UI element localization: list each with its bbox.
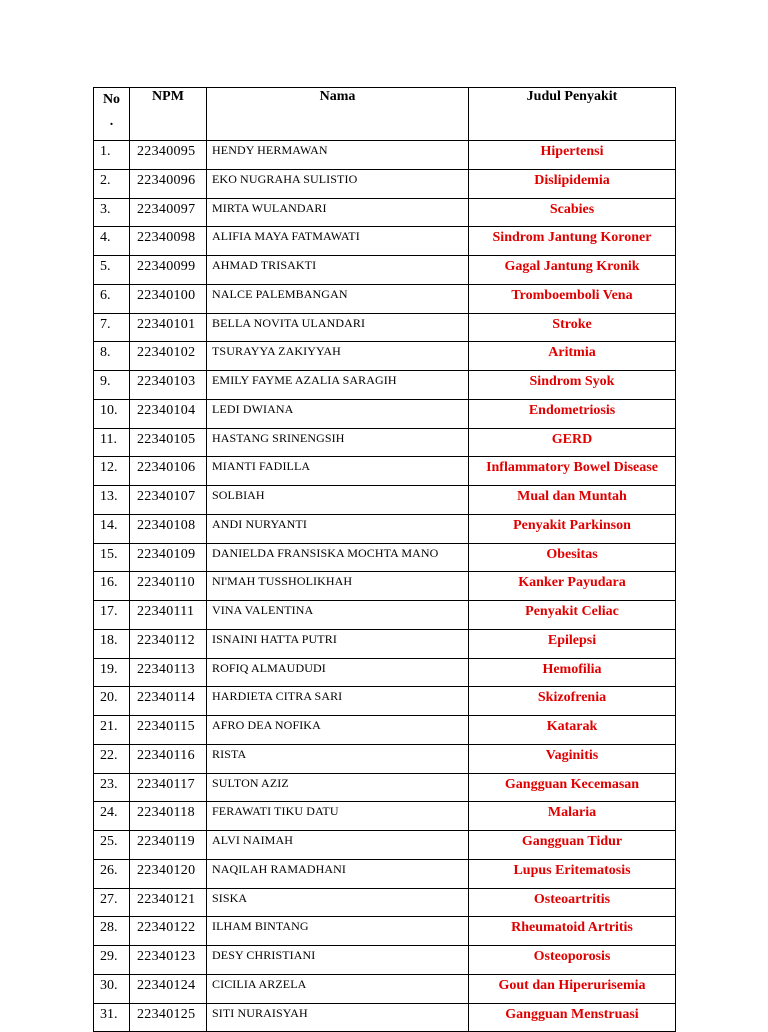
row-npm: 22340100 bbox=[130, 284, 207, 313]
row-nama: AFRO DEA NOFIKA bbox=[207, 716, 469, 745]
row-judul-penyakit: Katarak bbox=[469, 716, 676, 745]
row-nama: EMILY FAYME AZALIA SARAGIH bbox=[207, 371, 469, 400]
row-npm: 22340114 bbox=[130, 687, 207, 716]
student-disease-table bbox=[93, 87, 676, 1032]
row-npm: 22340113 bbox=[130, 658, 207, 687]
row-judul-penyakit: Sindrom Syok bbox=[469, 371, 676, 400]
table-row bbox=[94, 141, 676, 170]
row-number: 29. bbox=[94, 946, 130, 975]
row-number: 20. bbox=[94, 687, 130, 716]
table-row bbox=[94, 256, 676, 285]
row-nama: DESY CHRISTIANI bbox=[207, 946, 469, 975]
row-nama: NI'MAH TUSSHOLIKHAH bbox=[207, 572, 469, 601]
table-row bbox=[94, 859, 676, 888]
table-row bbox=[94, 457, 676, 486]
row-number: 1. bbox=[94, 141, 130, 170]
row-nama: ROFIQ ALMAUDUDI bbox=[207, 658, 469, 687]
table-body bbox=[94, 141, 676, 1032]
table-row bbox=[94, 629, 676, 658]
table-row bbox=[94, 572, 676, 601]
row-nama: BELLA NOVITA ULANDARI bbox=[207, 313, 469, 342]
row-nama: RISTA bbox=[207, 744, 469, 773]
table-row bbox=[94, 744, 676, 773]
row-nama: NAQILAH RAMADHANI bbox=[207, 859, 469, 888]
row-npm: 22340104 bbox=[130, 399, 207, 428]
table-row bbox=[94, 227, 676, 256]
table-row bbox=[94, 716, 676, 745]
row-nama: SISKA bbox=[207, 888, 469, 917]
row-nama: ALVI NAIMAH bbox=[207, 831, 469, 860]
row-nama: EKO NUGRAHA SULISTIO bbox=[207, 169, 469, 198]
row-number: 14. bbox=[94, 514, 130, 543]
row-nama: ILHAM BINTANG bbox=[207, 917, 469, 946]
row-npm: 22340096 bbox=[130, 169, 207, 198]
row-judul-penyakit: Hemofilia bbox=[469, 658, 676, 687]
row-number: 4. bbox=[94, 227, 130, 256]
row-npm: 22340119 bbox=[130, 831, 207, 860]
row-npm: 22340117 bbox=[130, 773, 207, 802]
row-judul-penyakit: Dislipidemia bbox=[469, 169, 676, 198]
table-row bbox=[94, 313, 676, 342]
row-judul-penyakit: Gagal Jantung Kronik bbox=[469, 256, 676, 285]
row-judul-penyakit: Gangguan Kecemasan bbox=[469, 773, 676, 802]
row-judul-penyakit: Malaria bbox=[469, 802, 676, 831]
row-nama: CICILIA ARZELA bbox=[207, 974, 469, 1003]
table-row bbox=[94, 831, 676, 860]
row-number: 7. bbox=[94, 313, 130, 342]
row-npm: 22340095 bbox=[130, 141, 207, 170]
row-number: 5. bbox=[94, 256, 130, 285]
table-header-row bbox=[94, 88, 676, 141]
row-judul-penyakit: GERD bbox=[469, 428, 676, 457]
header-npm: NPM bbox=[130, 88, 207, 141]
row-nama: ALIFIA MAYA FATMAWATI bbox=[207, 227, 469, 256]
table-row bbox=[94, 974, 676, 1003]
table-row bbox=[94, 198, 676, 227]
table-row bbox=[94, 658, 676, 687]
row-nama: HASTANG SRINENGSIH bbox=[207, 428, 469, 457]
row-number: 26. bbox=[94, 859, 130, 888]
row-number: 12. bbox=[94, 457, 130, 486]
row-npm: 22340102 bbox=[130, 342, 207, 371]
row-npm: 22340118 bbox=[130, 802, 207, 831]
row-number: 17. bbox=[94, 601, 130, 630]
table-row bbox=[94, 802, 676, 831]
row-judul-penyakit: Mual dan Muntah bbox=[469, 486, 676, 515]
row-number: 2. bbox=[94, 169, 130, 198]
row-nama: SITI NURAISYAH bbox=[207, 1003, 469, 1032]
table-row bbox=[94, 946, 676, 975]
row-npm: 22340110 bbox=[130, 572, 207, 601]
row-npm: 22340103 bbox=[130, 371, 207, 400]
row-judul-penyakit: Hipertensi bbox=[469, 141, 676, 170]
row-judul-penyakit: Vaginitis bbox=[469, 744, 676, 773]
row-number: 24. bbox=[94, 802, 130, 831]
header-nama: Nama bbox=[207, 88, 469, 141]
row-judul-penyakit: Penyakit Parkinson bbox=[469, 514, 676, 543]
row-number: 9. bbox=[94, 371, 130, 400]
row-npm: 22340101 bbox=[130, 313, 207, 342]
row-npm: 22340116 bbox=[130, 744, 207, 773]
row-number: 27. bbox=[94, 888, 130, 917]
row-npm: 22340122 bbox=[130, 917, 207, 946]
table-row bbox=[94, 486, 676, 515]
table-row bbox=[94, 342, 676, 371]
row-npm: 22340099 bbox=[130, 256, 207, 285]
header-no bbox=[94, 88, 130, 141]
table-row bbox=[94, 601, 676, 630]
table-row bbox=[94, 888, 676, 917]
row-judul-penyakit: Scabies bbox=[469, 198, 676, 227]
row-nama: TSURAYYA ZAKIYYAH bbox=[207, 342, 469, 371]
row-npm: 22340115 bbox=[130, 716, 207, 745]
row-nama: MIANTI FADILLA bbox=[207, 457, 469, 486]
table-row bbox=[94, 514, 676, 543]
row-number: 11. bbox=[94, 428, 130, 457]
row-npm: 22340124 bbox=[130, 974, 207, 1003]
row-nama: HENDY HERMAWAN bbox=[207, 141, 469, 170]
row-judul-penyakit: Osteoporosis bbox=[469, 946, 676, 975]
row-npm: 22340107 bbox=[130, 486, 207, 515]
row-judul-penyakit: Gangguan Menstruasi bbox=[469, 1003, 676, 1032]
row-nama: MIRTA WULANDARI bbox=[207, 198, 469, 227]
table-row bbox=[94, 169, 676, 198]
row-number: 8. bbox=[94, 342, 130, 371]
row-number: 23. bbox=[94, 773, 130, 802]
row-npm: 22340105 bbox=[130, 428, 207, 457]
row-npm: 22340108 bbox=[130, 514, 207, 543]
row-judul-penyakit: Lupus Eritematosis bbox=[469, 859, 676, 888]
row-judul-penyakit: Skizofrenia bbox=[469, 687, 676, 716]
row-npm: 22340125 bbox=[130, 1003, 207, 1032]
row-nama: SOLBIAH bbox=[207, 486, 469, 515]
row-judul-penyakit: Inflammatory Bowel Disease bbox=[469, 457, 676, 486]
row-npm: 22340097 bbox=[130, 198, 207, 227]
row-number: 6. bbox=[94, 284, 130, 313]
row-number: 28. bbox=[94, 917, 130, 946]
row-judul-penyakit: Sindrom Jantung Koroner bbox=[469, 227, 676, 256]
row-number: 22. bbox=[94, 744, 130, 773]
row-npm: 22340121 bbox=[130, 888, 207, 917]
row-number: 18. bbox=[94, 629, 130, 658]
table-row bbox=[94, 917, 676, 946]
row-nama: FERAWATI TIKU DATU bbox=[207, 802, 469, 831]
row-judul-penyakit: Endometriosis bbox=[469, 399, 676, 428]
header-no-label: No . bbox=[102, 92, 121, 129]
row-judul-penyakit: Obesitas bbox=[469, 543, 676, 572]
row-npm: 22340109 bbox=[130, 543, 207, 572]
header-judul-penyakit: Judul Penyakit bbox=[469, 88, 676, 141]
table-row bbox=[94, 284, 676, 313]
table-row bbox=[94, 543, 676, 572]
table-row bbox=[94, 687, 676, 716]
row-judul-penyakit: Rheumatoid Artritis bbox=[469, 917, 676, 946]
row-npm: 22340112 bbox=[130, 629, 207, 658]
row-number: 13. bbox=[94, 486, 130, 515]
row-nama: LEDI DWIANA bbox=[207, 399, 469, 428]
row-judul-penyakit: Gangguan Tidur bbox=[469, 831, 676, 860]
row-judul-penyakit: Osteoartritis bbox=[469, 888, 676, 917]
row-nama: ISNAINI HATTA PUTRI bbox=[207, 629, 469, 658]
row-number: 16. bbox=[94, 572, 130, 601]
row-judul-penyakit: Stroke bbox=[469, 313, 676, 342]
row-nama: DANIELDA FRANSISKA MOCHTA MANO bbox=[207, 543, 469, 572]
table-row bbox=[94, 1003, 676, 1032]
row-nama: NALCE PALEMBANGAN bbox=[207, 284, 469, 313]
row-nama: AHMAD TRISAKTI bbox=[207, 256, 469, 285]
row-number: 15. bbox=[94, 543, 130, 572]
row-npm: 22340111 bbox=[130, 601, 207, 630]
row-number: 21. bbox=[94, 716, 130, 745]
table-row bbox=[94, 371, 676, 400]
row-judul-penyakit: Tromboemboli Vena bbox=[469, 284, 676, 313]
row-judul-penyakit: Aritmia bbox=[469, 342, 676, 371]
row-npm: 22340123 bbox=[130, 946, 207, 975]
row-number: 19. bbox=[94, 658, 130, 687]
row-number: 31. bbox=[94, 1003, 130, 1032]
row-number: 25. bbox=[94, 831, 130, 860]
row-nama: VINA VALENTINA bbox=[207, 601, 469, 630]
table-row bbox=[94, 399, 676, 428]
row-npm: 22340106 bbox=[130, 457, 207, 486]
row-nama: HARDIETA CITRA SARI bbox=[207, 687, 469, 716]
row-number: 10. bbox=[94, 399, 130, 428]
row-nama: SULTON AZIZ bbox=[207, 773, 469, 802]
row-judul-penyakit: Kanker Payudara bbox=[469, 572, 676, 601]
table-row bbox=[94, 773, 676, 802]
row-npm: 22340120 bbox=[130, 859, 207, 888]
row-judul-penyakit: Gout dan Hiperurisemia bbox=[469, 974, 676, 1003]
table-row bbox=[94, 428, 676, 457]
row-judul-penyakit: Penyakit Celiac bbox=[469, 601, 676, 630]
row-number: 3. bbox=[94, 198, 130, 227]
row-nama: ANDI NURYANTI bbox=[207, 514, 469, 543]
row-npm: 22340098 bbox=[130, 227, 207, 256]
row-number: 30. bbox=[94, 974, 130, 1003]
row-judul-penyakit: Epilepsi bbox=[469, 629, 676, 658]
